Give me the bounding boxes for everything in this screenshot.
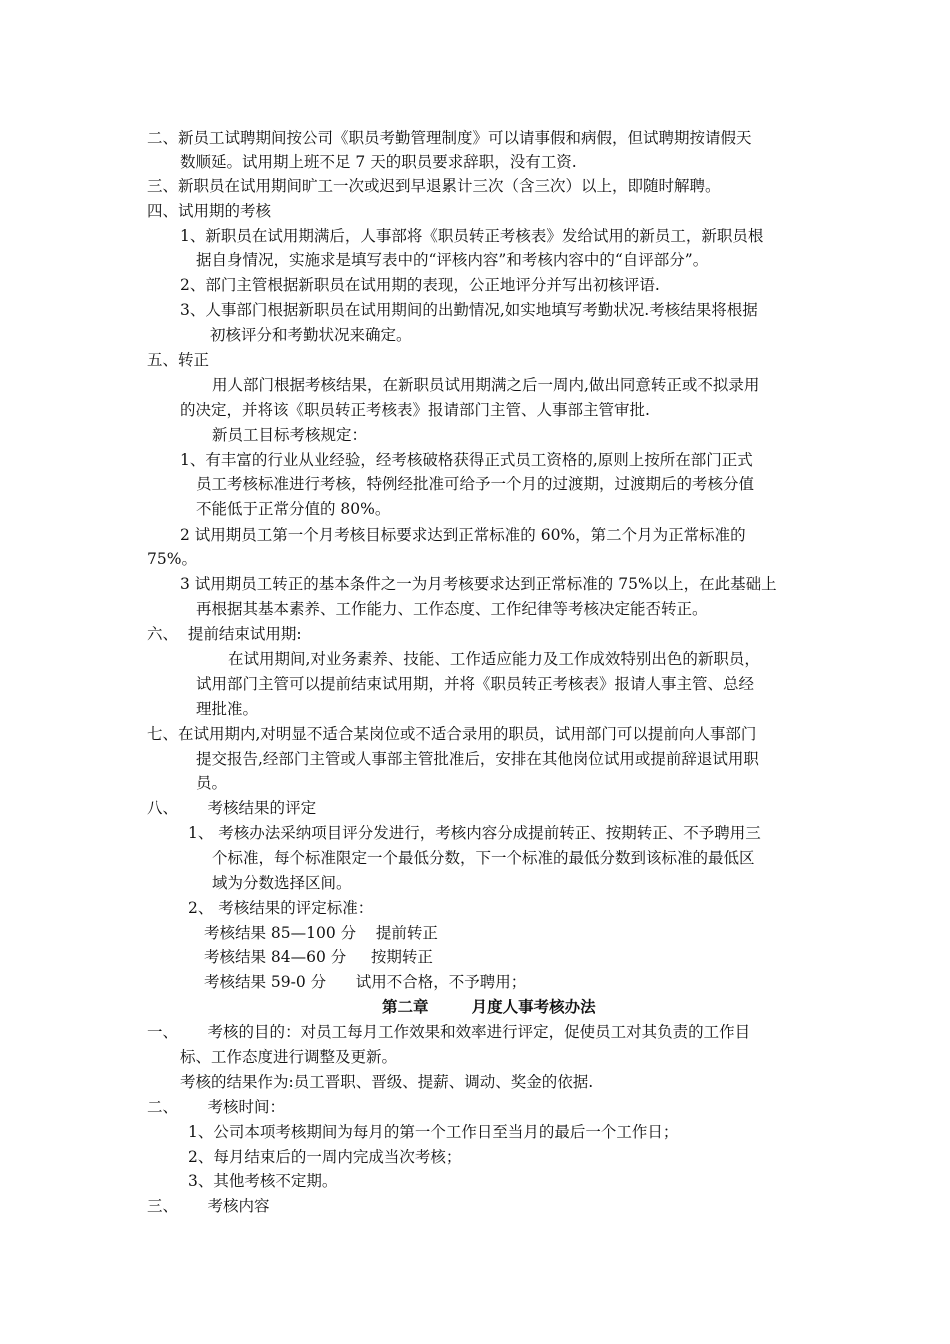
score-row: 考核结果 59-0 分 试用不合格，不予聘用； xyxy=(204,973,527,991)
section-heading: 五、转正 xyxy=(147,351,210,369)
text-line: 1、新职员在试用期满后，人事部将《职员转正考核表》发给试用的新员工，新职员根 xyxy=(180,227,764,245)
text-line: 3、人事部门根据新职员在试用期间的出勤情况,如实地填写考勤状况.考核结果将根据 xyxy=(180,301,758,319)
text-line: 75%。 xyxy=(147,550,197,568)
text-line: 2、部门主管根据新职员在试用期的表现，公正地评分并写出初核评语. xyxy=(180,276,660,294)
text-line: 考核的结果作为:员工晋职、晋级、提薪、调动、奖金的依据. xyxy=(180,1073,594,1091)
text-line: 1、 考核办法采纳项目评分发进行，考核内容分成提前转正、按期转正、不予聘用三 xyxy=(188,824,761,842)
section-heading: 四、试用期的考核 xyxy=(147,202,272,220)
text-line: 1、有丰富的行业从业经验，经考核破格获得正式员工资格的,原则上按所在部门正式 xyxy=(180,451,753,469)
section-heading: 三、 考核内容 xyxy=(147,1197,270,1215)
text-line: 域为分数选择区间。 xyxy=(212,874,352,892)
text-line: 的决定，并将该《职员转正考核表》报请部门主管、人事部主管审批. xyxy=(180,401,650,419)
chapter-title: 第二章 月度人事考核办法 xyxy=(382,997,596,1016)
score-row: 考核结果 85—100 分 提前转正 xyxy=(204,924,438,942)
text-line: 2 试用期员工第一个月考核目标要求达到正常标准的 60%，第二个月为正常标准的 xyxy=(180,526,746,544)
text-line: 员。 xyxy=(196,774,228,792)
text-line: 七、在试用期内,对明显不适合某岗位或不适合录用的职员，试用部门可以提前向人事部门 xyxy=(147,725,757,743)
score-row: 考核结果 84—60 分 按期转正 xyxy=(204,948,433,966)
section-heading: 六、 提前结束试用期: xyxy=(147,625,302,643)
text-line: 2、 考核结果的评定标准： xyxy=(188,899,374,917)
text-line: 3 试用期员工转正的基本条件之一为月考核要求达到正常标准的 75%以上，在此基础上 xyxy=(180,575,777,593)
text-line: 再根据其基本素养、工作能力、工作态度、工作纪律等考核决定能否转正。 xyxy=(196,600,708,618)
text-line: 理批准。 xyxy=(196,700,259,718)
section-heading: 八、 考核结果的评定 xyxy=(147,799,317,817)
text-line: 在试用期间,对业务素养、技能、工作适应能力及工作成效特别出色的新职员， xyxy=(228,650,760,668)
text-line: 提交报告,经部门主管或人事部主管批准后，安排在其他岗位试用或提前辞退试用职 xyxy=(196,750,759,768)
text-line: 个标准，每个标准限定一个最低分数，下一个标准的最低分数到该标准的最低区 xyxy=(212,849,755,867)
text-line: 员工考核标准进行考核，特例经批准可给予一个月的过渡期，过渡期后的考核分值 xyxy=(196,475,755,493)
text-line: 2、每月结束后的一周内完成当次考核； xyxy=(188,1148,462,1166)
text-line: 数顺延。试用期上班不足 7 天的职员要求辞职，没有工资. xyxy=(180,153,577,171)
section-heading: 二、 考核时间： xyxy=(147,1098,286,1116)
text-line: 用人部门根据考核结果，在新职员试用期满之后一周内,做出同意转正或不拟录用 xyxy=(212,376,760,394)
text-line: 三、新职员在试用期间旷工一次或迟到早退累计三次（含三次）以上，即随时解聘。 xyxy=(147,177,721,195)
text-line: 二、新员工试聘期间按公司《职员考勤管理制度》可以请事假和病假，但试聘期按请假天 xyxy=(147,129,752,147)
section-heading: 一、 考核的目的：对员工每月工作效果和效率进行评定，促使员工对其负责的工作目 xyxy=(147,1023,751,1041)
text-line: 3、其他考核不定期。 xyxy=(188,1172,338,1190)
text-line: 标、工作态度进行调整及更新。 xyxy=(180,1048,398,1066)
text-line: 新员工目标考核规定： xyxy=(212,426,368,444)
text-line: 初核评分和考勤状况来确定。 xyxy=(210,326,412,344)
text-line: 不能低于正常分值的 80%。 xyxy=(196,500,391,518)
text-line: 据自身情况，实施求是填写表中的“评核内容”和考核内容中的“自评部分”。 xyxy=(196,251,709,269)
text-line: 试用部门主管可以提前结束试用期，并将《职员转正考核表》报请人事主管、总经 xyxy=(196,675,755,693)
text-line: 1、公司本项考核期间为每月的第一个工作日至当月的最后一个工作日； xyxy=(188,1123,679,1141)
